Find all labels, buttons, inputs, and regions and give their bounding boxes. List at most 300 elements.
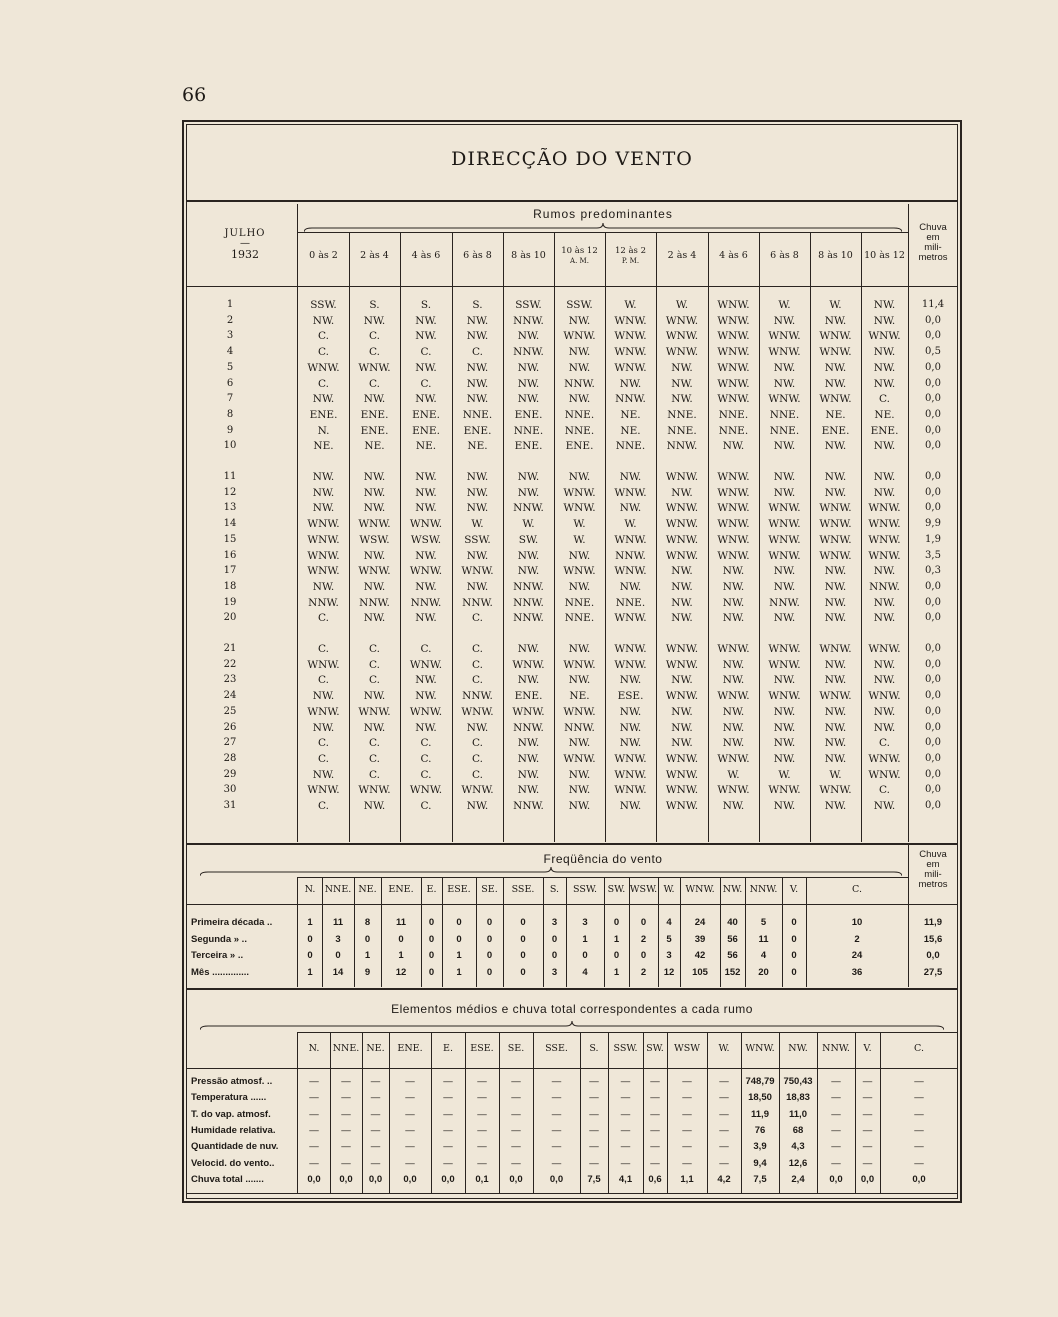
direction-cell: NW. xyxy=(568,737,591,750)
frequency-cell: 4 xyxy=(666,917,672,928)
elements-cell: — xyxy=(620,1157,631,1169)
direction-cell: WNW. xyxy=(614,361,647,374)
direction-cell: WNW. xyxy=(614,658,647,671)
direction-cell: WNW. xyxy=(307,361,340,374)
direction-cell: WNW. xyxy=(665,643,699,655)
direction-cell: NNW. xyxy=(615,549,646,562)
direction-cell: WNW. xyxy=(614,612,647,625)
elements-column-header: WSW xyxy=(673,1043,701,1054)
direction-cell: WNW. xyxy=(563,752,596,765)
direction-cell: NW. xyxy=(722,800,745,812)
direction-cell: NNW. xyxy=(615,393,646,406)
direction-cell: WNW. xyxy=(768,393,801,406)
direction-cell: WNW. xyxy=(665,768,699,781)
direction-cell: NNW. xyxy=(462,690,493,703)
direction-cell: NW. xyxy=(722,705,745,718)
freq-columns-top-rule xyxy=(298,877,908,878)
direction-cell: NW. xyxy=(517,643,540,655)
frequency-cell: 0 xyxy=(335,950,341,961)
elements-cell: — xyxy=(862,1157,873,1169)
frequency-cell: 4 xyxy=(760,950,767,961)
direction-cell: C. xyxy=(472,346,483,359)
direction-cell: NW. xyxy=(873,721,896,734)
elements-cell: — xyxy=(309,1157,319,1169)
direction-cell: NE. xyxy=(620,424,641,437)
direction-cell: C. xyxy=(420,768,432,781)
direction-cell: WNW. xyxy=(768,690,801,703)
direction-cell: ENE. xyxy=(565,440,594,453)
elements-column-header: E. xyxy=(443,1043,453,1054)
direction-cell: WNW. xyxy=(665,752,699,765)
direction-cell: WNW. xyxy=(409,658,443,671)
day-number: 14 xyxy=(223,518,237,530)
frequency-column-header: V. xyxy=(789,884,799,895)
direction-cell: WNW. xyxy=(665,549,699,562)
direction-cell: NE. xyxy=(467,440,488,453)
frequency-cell: 3 xyxy=(551,966,558,978)
direction-cell: C. xyxy=(420,752,432,765)
hour-header: 2 às 4 xyxy=(667,250,697,261)
elements-cell: — xyxy=(862,1108,873,1120)
frequency-cell: 1 xyxy=(582,933,588,945)
direction-cell: NW. xyxy=(312,721,335,734)
direction-cell: NW. xyxy=(722,721,745,734)
direction-cell: NW. xyxy=(568,784,591,797)
frequency-cell: 24 xyxy=(851,950,863,961)
elements-cell: 7,5 xyxy=(753,1173,767,1185)
elements-cell: 11,0 xyxy=(789,1108,807,1120)
direction-cell: SW. xyxy=(518,533,539,546)
elements-cell: 9,4 xyxy=(753,1157,767,1169)
elements-cell: 12,6 xyxy=(788,1157,808,1169)
rain-cell: 0,0 xyxy=(925,705,941,717)
direction-cell: NW. xyxy=(722,737,745,750)
direction-cell: WNW. xyxy=(768,533,801,546)
frequency-cell: 12 xyxy=(395,966,407,978)
direction-cell: WNW. xyxy=(717,502,750,515)
frequency-column-header: SW. xyxy=(607,884,626,895)
direction-cell: NW. xyxy=(619,800,642,812)
rain-cell: 0,0 xyxy=(925,330,941,342)
direction-cell: C. xyxy=(318,643,329,655)
hour-header: 8 às 10 xyxy=(818,250,853,261)
frequency-cell: 0 xyxy=(456,917,462,928)
direction-cell: NW. xyxy=(722,440,745,453)
elements-cell: — xyxy=(650,1108,660,1120)
direction-cell: WNW. xyxy=(868,752,901,765)
hour-header: 6 às 8 xyxy=(770,250,799,261)
direction-cell: WNW. xyxy=(614,752,647,765)
elements-column-header: NE. xyxy=(366,1043,385,1054)
direction-cell: NW. xyxy=(873,299,896,311)
day-number: 13 xyxy=(223,502,237,514)
frequency-row-label: Segunda » .. xyxy=(191,933,247,945)
direction-cell: WNW. xyxy=(614,314,647,327)
elements-column-header: NW. xyxy=(788,1043,808,1054)
rain-cell: 0,0 xyxy=(925,486,941,498)
direction-cell: NW. xyxy=(873,471,896,483)
elements-cell: — xyxy=(511,1141,521,1153)
elements-cell: — xyxy=(831,1092,841,1104)
direction-cell: NW. xyxy=(466,330,489,343)
frequency-column-header: NNE. xyxy=(324,884,352,895)
elements-cell: — xyxy=(341,1157,351,1169)
elements-cell: — xyxy=(511,1124,521,1136)
direction-cell: NW. xyxy=(517,361,540,374)
elements-cell: 18,83 xyxy=(786,1092,810,1104)
day-number: 22 xyxy=(223,658,237,670)
rain-cell: 0,0 xyxy=(925,690,941,702)
direction-cell: WNW. xyxy=(307,565,340,578)
elements-cell: — xyxy=(862,1124,873,1136)
elements-cell: — xyxy=(831,1076,841,1087)
direction-cell: C. xyxy=(472,752,483,765)
elements-cell: — xyxy=(589,1076,599,1087)
elements-cell: — xyxy=(405,1141,415,1153)
direction-cell: C. xyxy=(472,658,483,671)
direction-cell: W. xyxy=(471,518,484,531)
frequency-cell: 3 xyxy=(666,950,672,961)
elements-cell: 750,43 xyxy=(783,1076,813,1087)
elements-cell: — xyxy=(370,1141,381,1153)
direction-cell: NW. xyxy=(873,361,896,374)
direction-cell: NW. xyxy=(466,486,489,499)
direction-cell: NW. xyxy=(773,377,796,390)
elements-cell: — xyxy=(551,1124,562,1136)
elements-column-header: S. xyxy=(589,1043,599,1054)
elements-column-header: NNE. xyxy=(332,1043,360,1054)
elements-cell: 0,0 xyxy=(549,1173,564,1185)
direction-cell: NW. xyxy=(363,612,386,625)
elements-cell: 18,50 xyxy=(748,1092,772,1104)
direction-cell: S. xyxy=(420,299,432,311)
direction-cell: NW. xyxy=(415,361,437,374)
frequency-cell: 2 xyxy=(640,966,647,978)
elements-column-header: N. xyxy=(308,1043,320,1054)
rain-cell: 0,0 xyxy=(925,674,941,686)
direction-cell: WNW. xyxy=(563,330,596,343)
elements-cell: — xyxy=(511,1076,521,1087)
direction-cell: NW. xyxy=(415,580,437,593)
direction-cell: NW. xyxy=(415,330,437,343)
direction-cell: C. xyxy=(318,330,329,343)
direction-cell: NW. xyxy=(773,752,796,765)
direction-cell: WNW. xyxy=(868,643,901,655)
direction-cell: ENE. xyxy=(360,424,389,437)
direction-cell: C. xyxy=(369,658,380,671)
frequency-cell: 1 xyxy=(613,933,620,945)
direction-cell: SSW. xyxy=(566,299,593,311)
month-label: JULHO xyxy=(224,228,266,239)
direction-cell: NW. xyxy=(773,314,796,327)
elements-cell: — xyxy=(309,1124,319,1136)
direction-cell: WNW. xyxy=(307,533,340,546)
direction-cell: NW. xyxy=(517,737,540,750)
direction-cell: W. xyxy=(778,768,791,781)
direction-cell: NW. xyxy=(671,674,693,687)
frequency-cell: 5 xyxy=(760,917,767,928)
day-number: 3 xyxy=(226,330,234,342)
day-number: 19 xyxy=(223,596,237,608)
direction-cell: WNW. xyxy=(665,471,699,483)
direction-cell: NE. xyxy=(415,440,437,453)
direction-cell: NNW. xyxy=(564,377,595,390)
hours-top-rule xyxy=(298,232,908,233)
elements-cell: — xyxy=(551,1108,562,1120)
direction-cell: NW. xyxy=(568,471,591,483)
direction-cell: C. xyxy=(472,768,483,781)
rain-cell: 0,0 xyxy=(925,596,941,608)
direction-cell: SSW. xyxy=(310,299,337,311)
direction-cell: NW. xyxy=(824,612,847,625)
direction-cell: NW. xyxy=(415,674,437,687)
direction-cell: C. xyxy=(420,377,432,390)
direction-cell: NW. xyxy=(671,705,693,718)
elements-cell: 0,0 xyxy=(912,1173,926,1185)
elements-cell: — xyxy=(405,1157,415,1169)
direction-cell: WNW. xyxy=(358,565,391,578)
direction-cell: NW. xyxy=(873,674,896,687)
frequency-cell: 36 xyxy=(851,966,863,978)
frequency-cell: 0 xyxy=(486,933,493,945)
direction-cell: NNE. xyxy=(667,408,697,421)
elements-cell: 0,0 xyxy=(829,1173,843,1185)
direction-cell: NW. xyxy=(722,565,745,578)
elements-cell: 0,6 xyxy=(648,1173,662,1185)
elements-header-bottom-rule xyxy=(186,1068,958,1069)
direction-cell: WNW. xyxy=(665,314,699,327)
direction-cell: NW. xyxy=(824,721,847,734)
direction-cell: S. xyxy=(472,299,483,311)
direction-cell: NW. xyxy=(873,800,896,812)
elements-cell: — xyxy=(341,1076,351,1087)
direction-cell: WNW. xyxy=(307,549,340,562)
direction-cell: NW. xyxy=(415,721,437,734)
hour-header: 4 às 6 xyxy=(411,250,441,261)
direction-cell: NW. xyxy=(671,737,693,750)
direction-cell: NW. xyxy=(773,361,796,374)
rain-header: Chuva xyxy=(919,222,947,233)
direction-cell: NW. xyxy=(312,690,335,703)
direction-cell: NNW. xyxy=(513,800,544,812)
direction-cell: NW. xyxy=(568,643,591,655)
day-number: 20 xyxy=(223,612,237,624)
direction-cell: NNW. xyxy=(513,596,544,609)
elements-cell: — xyxy=(914,1092,924,1104)
direction-cell: NW. xyxy=(824,658,847,671)
direction-cell: WNW. xyxy=(868,690,901,703)
elements-cell: — xyxy=(831,1157,841,1169)
rain-cell: 0,0 xyxy=(925,784,941,796)
rain-cell: 1,9 xyxy=(925,533,941,545)
frequency-rain-cell: 11,9 xyxy=(924,917,942,928)
direction-cell: NW. xyxy=(824,705,847,718)
day-number: 5 xyxy=(226,361,234,373)
direction-cell: WNW. xyxy=(307,658,340,671)
direction-cell: C. xyxy=(879,393,890,406)
direction-cell: NNE. xyxy=(718,408,749,421)
direction-cell: C. xyxy=(369,752,380,765)
hour-header-ampm: P. M. xyxy=(621,257,640,265)
direction-cell: NW. xyxy=(824,471,847,483)
direction-cell: C. xyxy=(369,346,380,359)
direction-cell: NNE. xyxy=(564,596,595,609)
elements-cell: — xyxy=(405,1124,415,1136)
frequency-cell: 0 xyxy=(613,917,620,928)
elements-cell: — xyxy=(477,1124,487,1136)
elements-cell: — xyxy=(831,1108,841,1120)
direction-cell: WNW. xyxy=(563,502,596,515)
elements-cell: — xyxy=(443,1141,453,1153)
direction-cell: C. xyxy=(369,737,380,750)
direction-cell: NNW. xyxy=(513,612,544,625)
direction-cell: WNW. xyxy=(717,393,750,406)
direction-cell: NW. xyxy=(824,596,847,609)
day-number: 30 xyxy=(223,784,237,796)
frequency-cell: 1 xyxy=(398,950,404,961)
direction-cell: WNW. xyxy=(868,768,901,781)
elements-cell: 4,3 xyxy=(791,1141,805,1153)
direction-cell: NNW. xyxy=(513,314,544,327)
direction-cell: NW. xyxy=(773,674,796,687)
direction-cell: WNW. xyxy=(563,705,596,718)
direction-cell: WNW. xyxy=(461,565,494,578)
elements-cell: 0,0 xyxy=(368,1173,383,1185)
direction-cell: NW. xyxy=(824,752,847,765)
direction-cell: NW. xyxy=(824,377,847,390)
direction-cell: NW. xyxy=(824,737,847,750)
direction-cell: ENE. xyxy=(309,408,338,421)
frequency-cell: 1 xyxy=(456,950,462,961)
direction-cell: NW. xyxy=(873,314,896,327)
direction-cell: WNW. xyxy=(819,518,852,531)
direction-cell: NNE. xyxy=(564,612,595,625)
frequency-row-label: Primeira década .. xyxy=(191,917,273,928)
elements-cell: — xyxy=(589,1124,599,1136)
direction-cell: NW. xyxy=(363,580,386,593)
frequency-cell: 3 xyxy=(582,917,588,928)
frequency-cell: 0 xyxy=(428,933,435,945)
elements-cell: — xyxy=(682,1076,692,1087)
direction-cell: NW. xyxy=(568,674,591,687)
frequency-column-header: E. xyxy=(426,884,437,895)
direction-cell: WNW. xyxy=(665,518,699,531)
direction-cell: NW. xyxy=(671,486,693,499)
direction-cell: WNW. xyxy=(717,752,750,765)
direction-cell: NW. xyxy=(722,580,745,593)
direction-cell: NW. xyxy=(415,486,437,499)
frequency-cell: 0 xyxy=(640,950,647,961)
rain-cell: 0,0 xyxy=(925,408,941,420)
direction-cell: WSW. xyxy=(359,533,390,546)
elements-column-header: C. xyxy=(914,1043,924,1054)
elements-cell: — xyxy=(309,1108,319,1120)
frequency-cell: 0 xyxy=(520,950,526,961)
direction-cell: NNE. xyxy=(564,408,595,421)
direction-cell: C. xyxy=(472,612,483,625)
direction-cell: NW. xyxy=(466,721,489,734)
frequency-column-header: WNW. xyxy=(685,884,715,895)
direction-cell: NW. xyxy=(415,612,437,625)
direction-cell: NE. xyxy=(874,408,895,421)
frequency-cell: 0 xyxy=(428,917,435,928)
elements-cell: — xyxy=(511,1092,521,1104)
elements-cell: — xyxy=(620,1141,631,1153)
day-number: 6 xyxy=(226,377,234,389)
direction-cell: WNW. xyxy=(665,800,699,812)
frequency-column-header: SSE. xyxy=(511,884,535,895)
direction-cell: NW. xyxy=(773,486,796,499)
direction-cell: WNW. xyxy=(563,486,596,499)
direction-cell: C. xyxy=(420,800,432,812)
frequency-column-header: C. xyxy=(852,884,862,895)
direction-cell: WNW. xyxy=(563,658,596,671)
section2-bottom-rule xyxy=(186,988,958,990)
direction-cell: WNW. xyxy=(665,784,699,797)
elements-cell: 68 xyxy=(792,1124,804,1136)
direction-cell: WNW. xyxy=(512,658,545,671)
elements-cell: — xyxy=(862,1092,873,1104)
elements-cell: — xyxy=(719,1076,729,1087)
elements-cell: — xyxy=(682,1108,692,1120)
rain-cell: 0,0 xyxy=(925,580,941,592)
direction-cell: C. xyxy=(420,346,432,359)
elements-cell: — xyxy=(551,1076,562,1087)
direction-cell: NNW. xyxy=(513,346,544,359)
direction-cell: NW. xyxy=(466,502,489,515)
direction-cell: WNW. xyxy=(868,533,901,546)
frequency-cell: 0 xyxy=(520,966,526,978)
elements-cell: — xyxy=(831,1141,841,1153)
frequency-cell: 152 xyxy=(724,966,741,978)
frequency-cell: 24 xyxy=(694,917,706,928)
direction-cell: NW. xyxy=(517,471,540,483)
frequency-cell: 8 xyxy=(364,917,371,928)
elements-cell: — xyxy=(620,1092,631,1104)
frequency-column-header: NE. xyxy=(358,884,377,895)
direction-cell: WNW. xyxy=(819,502,852,515)
direction-cell: C. xyxy=(318,612,329,625)
direction-cell: NNE. xyxy=(462,408,493,421)
direction-cell: NW. xyxy=(671,377,693,390)
direction-cell: NW. xyxy=(517,674,540,687)
elements-cell: — xyxy=(405,1092,415,1104)
elements-cell: — xyxy=(862,1076,873,1087)
direction-cell: S. xyxy=(369,299,380,311)
direction-cell: WNW. xyxy=(665,346,699,359)
frequency-cell: 1 xyxy=(613,966,620,978)
direction-cell: WNW. xyxy=(717,377,750,390)
direction-cell: WNW. xyxy=(461,705,494,718)
elements-cell: — xyxy=(309,1076,319,1087)
direction-cell: NNW. xyxy=(869,580,900,593)
elements-row-label: Chuva total ....... xyxy=(191,1173,264,1185)
title-bottom-rule xyxy=(186,200,958,202)
day-number: 4 xyxy=(226,346,234,358)
hour-header: 4 às 6 xyxy=(719,250,748,261)
direction-cell: NW. xyxy=(363,800,386,812)
direction-cell: NE. xyxy=(569,690,590,703)
direction-cell: NW. xyxy=(824,314,847,327)
frequency-column-header: NW. xyxy=(722,884,743,895)
direction-cell: NNE. xyxy=(513,424,544,437)
rain-cell: 0,0 xyxy=(925,737,941,749)
day-number: 7 xyxy=(226,393,234,405)
direction-cell: NNW. xyxy=(308,596,339,609)
direction-cell: W. xyxy=(675,299,689,311)
direction-cell: W. xyxy=(829,768,842,781)
rain-header: em xyxy=(926,232,940,243)
